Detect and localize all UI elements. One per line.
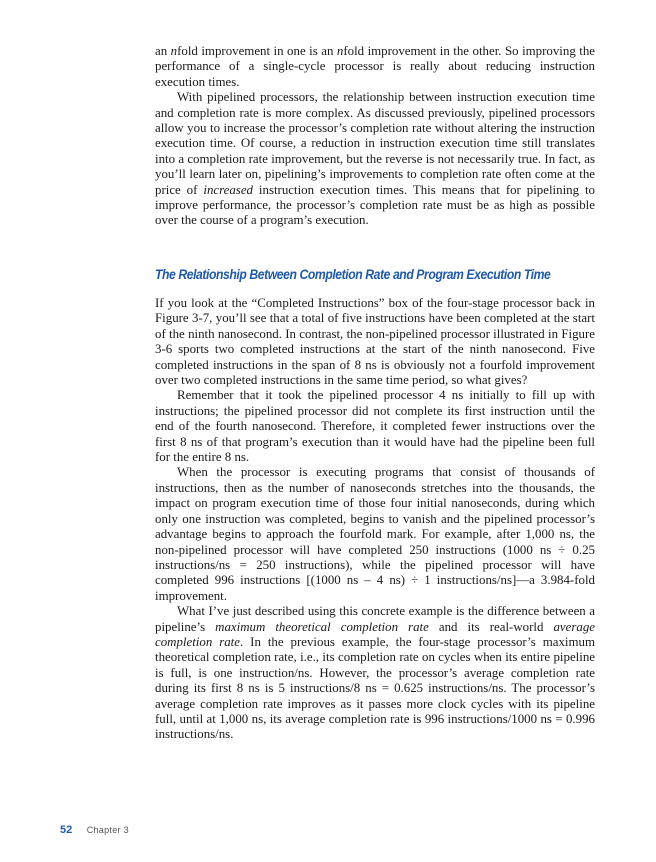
paragraph: an nfold improvement in one is an nfold improvement in the other. So improving the performance of a single-cycle processor is really about reducing instruction execution times. — [155, 44, 596, 89]
paragraph: If you look at the “Completed Instructions” box of the four-stage processor back in Figure 3-7, you’ll see that a total of five instructions have been completed at the start of the ninth nanosecond. In contrast, the non-pipelined processor illustrated in Figure 3-6 sports two completed instructions at the start of the ninth nanosecond. Five completed instructions in the span of 8 ns is obviously not a fourfold improvement over two completed instructions in the same time period, so what gives? — [155, 296, 595, 388]
body-text-section — [155, 296, 595, 743]
chapter-label: Chapter 3 — [86, 825, 129, 835]
body-text-top — [155, 44, 595, 229]
paragraph: What I’ve just described using this concrete example is the difference between a pipeline’s maximum theoretical completion rate and its real-world average completion rate. In the previous example, the four-stage processor’s maximum theoretical completion rate, i.e., its completion rate on cycles when its entire pipeline is full, is one instruction/ns. However, the processor’s average completion rate during its first 8 ns is 5 instructions/8 ns = 0.625 instructions/ns. The processor’s average completion rate improves as it passes more clock cycles with its pipeline full, until at 1,000 ns, its average completion rate is 996 instructions/1000 ns = 0.996 instructions/ns. — [155, 604, 595, 742]
section-heading: The Relationship Between Completion Rate and Program Execution Time — [155, 267, 551, 283]
paragraph: When the processor is executing programs that consist of thousands of instructions, then as the number of nanoseconds stretches into the thousands, the impact on program execution time of those four initial nanoseconds, during which only one instruction was completed, begins to vanish and the pipelined processor’s advantage begins to approach the fourfold mark. For example, after 1,000 ns, the non-pipelined processor will have completed 250 instructions (1000 ns ÷ 0.25 instructions/ns = 250 instructions), while the pipelined processor will have completed 996 instructions [(1000 ns – 4 ns) ÷ 1 instructions/ns]—a 3.984-fold improvement. — [155, 465, 595, 603]
page-number: 52 — [60, 824, 73, 836]
page-footer — [60, 820, 129, 838]
paragraph: Remember that it took the pipelined processor 4 ns initially to fill up with instructions; the pipelined processor did not complete its first instruction until the end of the fourth nanosecond. Therefore, it completed fewer instructions over the first 8 ns of that program’s execution than it would have had the pipeline been full for the entire 8 ns. — [155, 388, 595, 465]
paragraph: With pipelined processors, the relationship between instruction execution time and completion rate is more complex. As discussed previously, pipelined processors allow you to increase the processor’s completion rate without altering the instruction execution time. Of course, a reduction in instruction execution time still translates into a completion rate improvement, but the reverse is not necessarily true. In fact, as you’ll learn later on, pipelining’s improvements to completion rate often come at the price of increased instruction execution times. This means that for pipelining to improve performance, the processor’s completion rate must be as high as possible over the course of a program’s execution. — [155, 90, 595, 228]
